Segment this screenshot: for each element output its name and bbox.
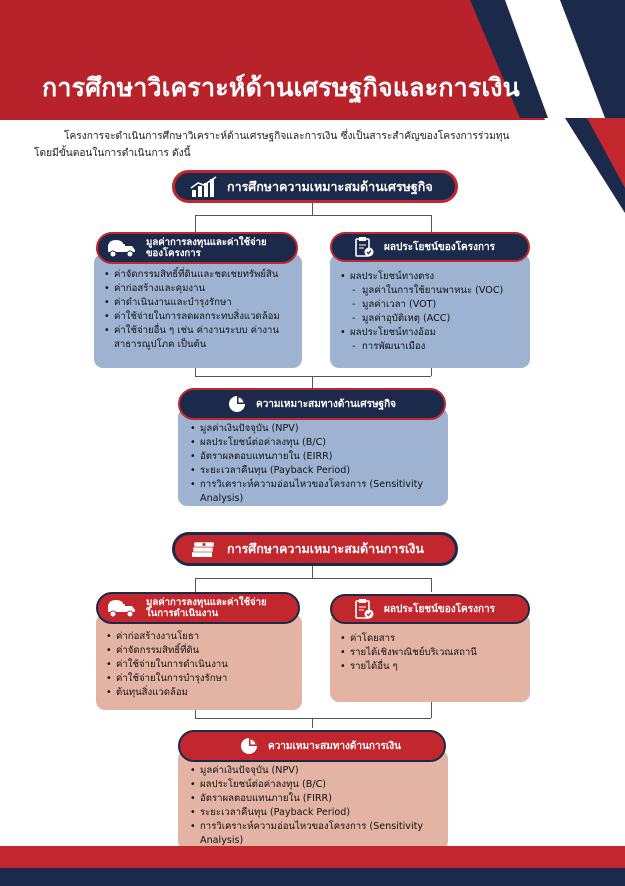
- economic-feasibility-header: [178, 388, 446, 420]
- title-line: ของโครงการ: [146, 248, 201, 259]
- list-item: • ค่าจัดกรรมสิทธิ์ที่ดินและชดเชยทรัพย์สิน: [104, 268, 292, 282]
- list-item: • ระยะเวลาคืนทุน (Payback Period): [190, 464, 438, 478]
- list-item: • ผลประโยชน์ทางอ้อม: [340, 326, 520, 340]
- bottom-shapes: [0, 846, 625, 886]
- list-item: - มูลค่าในการใช้ยานพาหนะ (VOC): [340, 284, 520, 298]
- connector: [195, 718, 431, 719]
- connector: [195, 578, 431, 579]
- financial-cost-box: [96, 614, 302, 710]
- list-item: • ค่าดำเนินงานและบำรุงรักษา: [104, 296, 292, 310]
- economic-cost-title: [146, 237, 267, 259]
- financial-feasibility-box: [178, 750, 448, 850]
- economic-feasibility-box: [178, 408, 448, 506]
- list-item: • ค่าใช้จ่ายในการลดผลกระทบสิ่งแวดล้อม: [104, 310, 292, 324]
- list-item: • ค่าจัดกรรมสิทธิ์ที่ดิน: [106, 644, 292, 658]
- financial-benefit-list: [340, 632, 520, 674]
- connector: [431, 215, 432, 233]
- economic-feasibility-list: [190, 422, 438, 506]
- connector: [431, 578, 432, 592]
- connector: [195, 376, 431, 377]
- title-line: มูลค่าการลงทุนและค่าใช้จ่าย: [146, 237, 267, 248]
- financial-cost-header: [96, 592, 300, 624]
- bottom-banner: [0, 846, 625, 886]
- list-item: - มูลค่าอุบัติเหตุ (ACC): [340, 312, 520, 326]
- connector: [312, 718, 313, 728]
- financial-cost-list: [106, 630, 292, 700]
- list-item: • ค่าใช้จ่ายอื่น ๆ เช่น ค่างานระบบ ค่างาน: [104, 324, 292, 338]
- connector: [195, 215, 196, 233]
- financial-feasibility-title: ความเหมาะสมทางด้านการเงิน: [268, 740, 402, 752]
- economic-benefit-box: [330, 254, 530, 368]
- list-item: • ผลประโยชน์ต่อค่าลงทุน (B/C): [190, 436, 438, 450]
- financial-cost-title: [146, 597, 267, 619]
- connector: [312, 376, 313, 388]
- truck-icon: [106, 236, 138, 260]
- financial-header-label: การศึกษาความเหมาะสมด้านการเงิน: [227, 541, 424, 556]
- list-item: • ค่าใช้จ่ายในการบำรุงรักษา: [106, 672, 292, 686]
- pie-chart-icon: [238, 734, 260, 758]
- title-line: ในการดำเนินงาน: [146, 608, 219, 619]
- economic-cost-box: [94, 254, 302, 368]
- financial-header: [172, 532, 458, 566]
- economic-benefit-title: ผลประโยชน์ของโครงการ: [384, 241, 496, 253]
- list-item: • ผลประโยชน์ต่อค่าลงทุน (B/C): [190, 778, 438, 792]
- pie-chart-icon: [226, 392, 248, 416]
- economic-header-label: การศึกษาความเหมาะสมด้านเศรษฐกิจ: [227, 178, 433, 194]
- clipboard-check-icon: [352, 597, 376, 621]
- list-item: • ค่าใช้จ่ายในการดำเนินงาน: [106, 658, 292, 672]
- title-line: มูลค่าการลงทุนและค่าใช้จ่าย: [146, 597, 267, 608]
- economic-cost-list: [104, 268, 292, 352]
- list-item: • การวิเคราะห์ความอ่อนไหวของโครงการ (Sensitivity Analysis): [190, 478, 438, 506]
- list-item: สาธารณูปโภค เป็นต้น: [114, 339, 207, 350]
- financial-feasibility-header: [178, 730, 446, 762]
- page-title: การศึกษาวิเคราะห์ด้านเศรษฐกิจและการเงิน: [42, 73, 520, 102]
- list-item: • ผลประโยชน์ทางตรง: [340, 270, 520, 284]
- connector: [431, 700, 432, 718]
- financial-benefit-box: [330, 614, 530, 702]
- financial-benefit-header: [330, 594, 530, 624]
- financial-feasibility-list: [190, 764, 438, 848]
- connector: [195, 368, 196, 376]
- connector: [195, 578, 196, 592]
- list-item: • อัตราผลตอบแทนภายใน (FIRR): [190, 792, 438, 806]
- intro-line-2: โดยมีขั้นตอนในการดำเนินการ ดังนี้: [34, 148, 191, 159]
- bar-chart-icon: [189, 175, 219, 199]
- list-item: • รายได้เชิงพาณิชย์บริเวณสถานี: [340, 646, 520, 660]
- economic-benefit-list: [340, 270, 520, 354]
- list-item: - การพัฒนาเมือง: [340, 340, 520, 354]
- list-item: • การวิเคราะห์ความอ่อนไหวของโครงการ (Sensitivity Analysis): [190, 820, 438, 848]
- list-item: • ค่าโดยสาร: [340, 632, 520, 646]
- list-item: • มูลค่าเงินปัจจุบัน (NPV): [190, 764, 438, 778]
- truck-icon: [106, 596, 138, 620]
- money-stack-icon: [189, 537, 219, 561]
- list-item: - มูลค่าเวลา (VOT): [340, 298, 520, 312]
- clipboard-check-icon: [352, 235, 376, 259]
- connector: [195, 215, 431, 216]
- list-item: • อัตราผลตอบแทนภายใน (EIRR): [190, 450, 438, 464]
- list-item: • มูลค่าเงินปัจจุบัน (NPV): [190, 422, 438, 436]
- list-item: • ระยะเวลาคืนทุน (Payback Period): [190, 806, 438, 820]
- connector: [431, 368, 432, 376]
- economic-feasibility-title: ความเหมาะสมทางด้านเศรษฐกิจ: [256, 398, 396, 410]
- economic-header: [172, 170, 458, 203]
- top-banner: [0, 0, 625, 120]
- intro-paragraph: [34, 128, 594, 162]
- economic-cost-header: [96, 232, 298, 264]
- intro-line-1: โครงการจะดำเนินการศึกษาวิเคราะห์ด้านเศรษฐกิจและการเงิน ซึ่งเป็นสาระสำคัญของโครงการร่วมทุน: [64, 131, 510, 142]
- list-item: • ค่าก่อสร้างและคุมงาน: [104, 282, 292, 296]
- list-item: • ต้นทุนสิ่งแวดล้อม: [106, 686, 292, 700]
- connector: [312, 564, 313, 578]
- list-item: • ค่าก่อสร้างงานโยธา: [106, 630, 292, 644]
- financial-benefit-title: ผลประโยชน์ของโครงการ: [384, 603, 496, 615]
- list-item: • รายได้อื่น ๆ: [340, 660, 520, 674]
- economic-benefit-header: [330, 232, 530, 262]
